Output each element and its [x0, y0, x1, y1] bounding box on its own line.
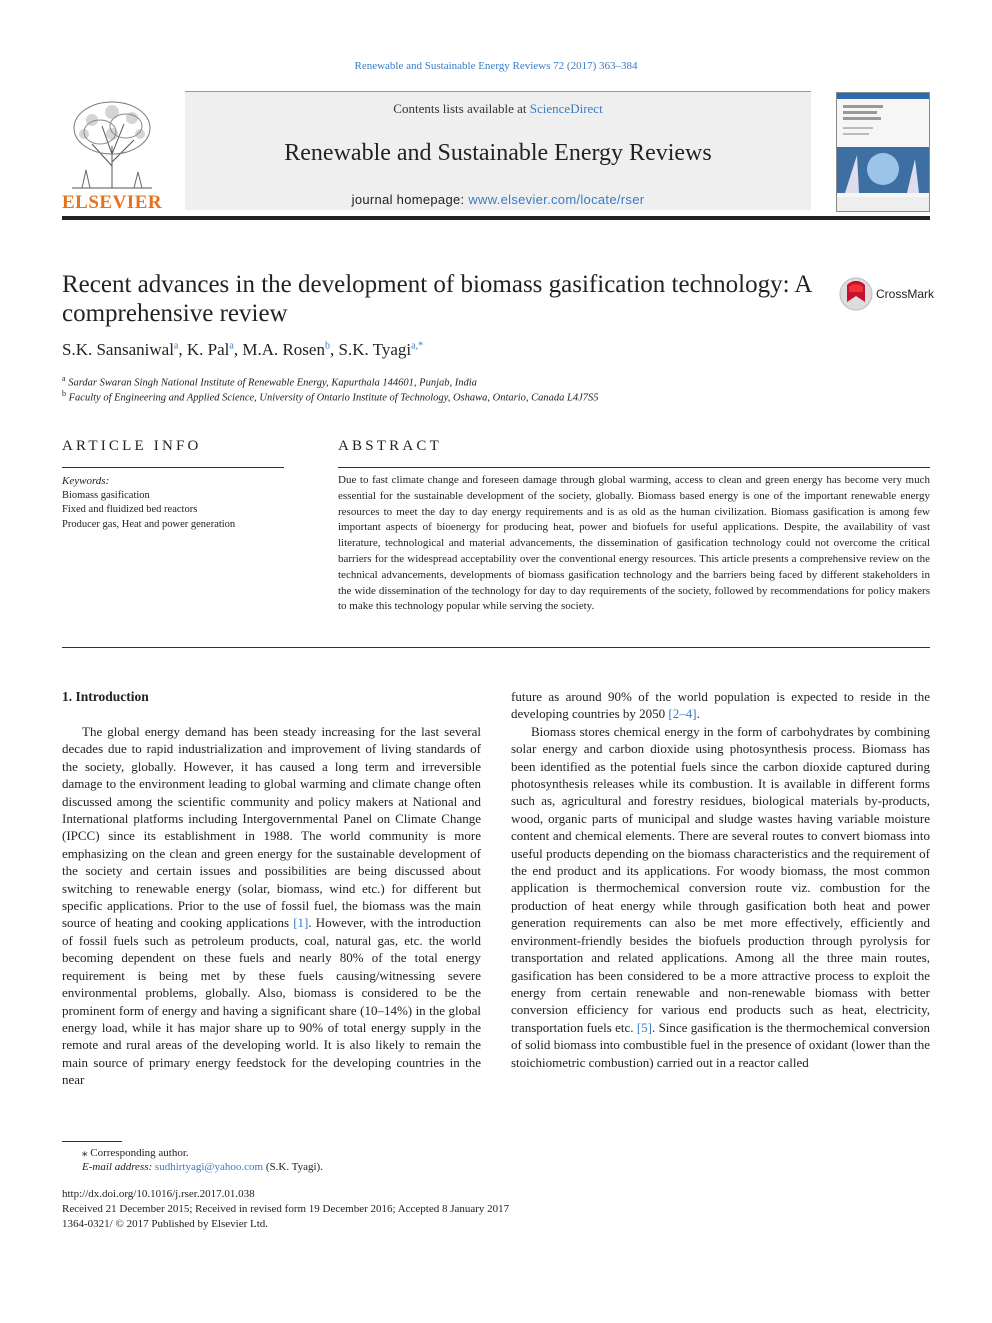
keyword-item: Producer gas, Heat and power generation — [62, 519, 236, 530]
corresponding-author-note: ⁎ Corresponding author. — [82, 1147, 189, 1159]
email-suffix: (S.K. Tyagi). — [263, 1161, 323, 1173]
author-name[interactable]: K. Pal — [186, 340, 230, 359]
affiliation-mark: b — [62, 389, 66, 398]
author-affiliation-mark[interactable]: a,* — [411, 340, 424, 352]
paragraph-text: Biomass stores chemical energy in the form of carbohydrates by combining solar energy and carbon dioxide using photosynthesis process. Biomass has been identified as the potential fuels since the carbon dioxide captured during photosynthesis releases while its combustion. It is available in different forms such as, agricultural and forestry residues, biological materials by-products, wood, organic parts of municipal and sludge wastes having variable moisture content and chemical elements. There are several routes to convert biomass into useful products depending on the biomass characteristics and the requirement of the end product and its applications. For woody biomass, the most common application is thermochemical conversion route viz. combustion for the production of heat energy while through gasification both heat and power generation requirements can also be met more effectively, efficiently and environment-friendly besides the biofuels production through pyrolysis for transportation and related applications. Among all the three main routes, gasification has been considered to be a more attractive process to exploit the energy from certain renewable and non-renewable biomass with better conversion efficiency for various end products such as heat, electricity, transportation fuels etc. — [511, 723, 930, 1035]
author-name[interactable]: S.K. Sansaniwal — [62, 340, 174, 359]
author-list: S.K. Sansaniwal$^a$, K. Pal$^a$, M.A. Rosen$^b$, S.K. Tyagi$^{a,*}$ — [62, 340, 424, 359]
keywords-label: Keywords: — [62, 475, 110, 487]
keyword-item: Biomass gasification — [62, 490, 150, 501]
article-info-heading: ARTICLE INFO — [62, 438, 202, 454]
keyword-item: Fixed and fluidized bed reactors — [62, 504, 198, 515]
abstract-heading: ABSTRACT — [338, 438, 442, 454]
body-paragraph — [511, 688, 930, 723]
author-name[interactable]: M.A. Rosen — [242, 340, 325, 359]
crossmark-label: CrossMark — [876, 287, 935, 301]
abstract-text: Due to fast climate change and foreseen damage through global warming, access to clean and green energy has become very much essential for the sustainable development of the society, globally. Biomass based energy is one of the important renewable energy resources to meet the day to day energy requirements and is as old as the human civilization. Biomass gasification is among few important aspects of bioenergy for producing heat, power and biofuels for useful applications. Despite, the availability of vast literature, technological and material advancements, the dissemination of gasification technology could not overcome the critical barriers for the widespread acceptability over the conventional energy resources. This article presents a comprehensive review on the technical advancements, developments of biomass gasification technology and the barriers being faced by different stakeholders in the wide dissemination of the technology for day to day requirements of the society, followed by recommendations for policy makers to make this technology popular while serving the society. — [338, 474, 930, 613]
reference-link[interactable]: [2–4] — [668, 706, 697, 722]
author-name[interactable]: S.K. Tyagi — [338, 340, 412, 359]
doi-link[interactable]: http://dx.doi.org/10.1016/j.rser.2017.01.038 — [62, 1188, 255, 1200]
copyright-line: 1364-0321/ © 2017 Published by Elsevier Ltd. — [62, 1218, 269, 1230]
paragraph-text: The global energy demand has been steady increasing for the last several decades due to rapid industrialization and improvement of living standards of the society, globally. However, it has caused a long term and irreversible damage to the environment leading to global warming and climate change often discussed among the scientific community and policy makers at National and International platforms including Intergovernmental Panel on Climate Change (IPCC) since its establishment in 1988. The world community is more emphasizing on the clean and green energy for the sustainable development of the society and certain issues and possibilities are being discussed about switching to renewable energy (solar, biomass, wind etc.) for different but specific applications. Prior to the use of fossil fuel, the biomass was the main source of heating and cooking applications — [62, 724, 481, 931]
article-info-rule — [62, 467, 284, 468]
homepage-link[interactable]: www.elsevier.com/locate/rser — [468, 192, 645, 207]
body-paragraph — [62, 723, 481, 1089]
affiliation-a — [62, 374, 477, 389]
contents-line — [185, 101, 811, 117]
journal-cover-thumbnail[interactable] — [836, 92, 930, 212]
author-affiliation-mark: a — [173, 340, 179, 352]
journal-homepage-line — [185, 192, 811, 207]
body-column-left — [62, 723, 481, 1089]
abstract-rule — [338, 467, 930, 468]
crossmark-icon — [838, 276, 874, 312]
affiliation-text: Faculty of Engineering and Applied Science, University of Ontario Institute of Technology, Oshawa, Ontario, Canada L4J7S5 — [68, 392, 599, 404]
article-title: Recent advances in the development of biomass gasification technology: A comprehensive review — [62, 271, 812, 327]
paragraph-text: . However, with the introduction of fossil fuels such as petroleum products, coal, natural gas, etc. the world becoming dependent on these fuels and nearly 80% of the total energy requirement is being met by these fuels causing/witnessing severe environmental problems, globally. Also, biomass is considered to be the prominent form of energy and having a significant share (10–14%) in the global energy load, while it has major share up to 90% of total energy supply in the remote and rural areas of the developing world. It is also likely to remain the main source of primary energy feedstock for the developing countries in the near — [62, 915, 481, 1088]
reference-link[interactable]: [5] — [636, 1019, 652, 1035]
abstract-bottom-rule — [62, 647, 930, 648]
email-label: E-mail address: — [82, 1161, 155, 1173]
header-divider — [62, 216, 930, 220]
affiliation-text: Sardar Swaran Singh National Institute of Renewable Energy, Kapurthala 144601, Punjab, India — [68, 377, 477, 389]
email-line — [82, 1161, 323, 1173]
body-paragraph — [511, 723, 930, 1071]
author-affiliation-mark: a — [229, 340, 234, 352]
sciencedirect-link[interactable]: ScienceDirect — [529, 101, 603, 116]
paragraph-text: . Since gasification is the thermochemical conversion of solid biomass into combustible fuel in the presence of oxidant (lower than the stoichiometric combustion) carried out in a reactor called — [511, 1019, 930, 1070]
paragraph-text: . — [696, 706, 700, 722]
footnote-rule — [62, 1141, 122, 1142]
affiliation-b — [62, 389, 599, 404]
author-affiliation-mark: b — [324, 340, 330, 352]
body-column-right — [511, 688, 930, 1071]
paragraph-text: future as around 90% of the world population is expected to reside in the developing countries by 2050 — [511, 689, 930, 722]
reference-link[interactable]: [1] — [293, 915, 309, 931]
section-heading-introduction: 1. Introduction — [62, 689, 149, 704]
journal-citation[interactable]: Renewable and Sustainable Energy Reviews 72 (2017) 363–384 — [354, 60, 638, 72]
email-link[interactable]: sudhirtyagi@yahoo.com — [154, 1161, 264, 1173]
banner-top-rule — [185, 91, 811, 92]
contents-prefix: Contents lists available at — [393, 101, 530, 116]
journal-title: Renewable and Sustainable Energy Reviews — [284, 140, 712, 166]
affiliation-mark: a — [62, 374, 66, 383]
elsevier-logo-text: ELSEVIER — [62, 192, 163, 213]
received-dates: Received 21 December 2015; Received in revised form 19 December 2016; Accepted 8 January 2017 — [62, 1203, 510, 1215]
homepage-prefix: journal homepage: — [351, 192, 469, 207]
